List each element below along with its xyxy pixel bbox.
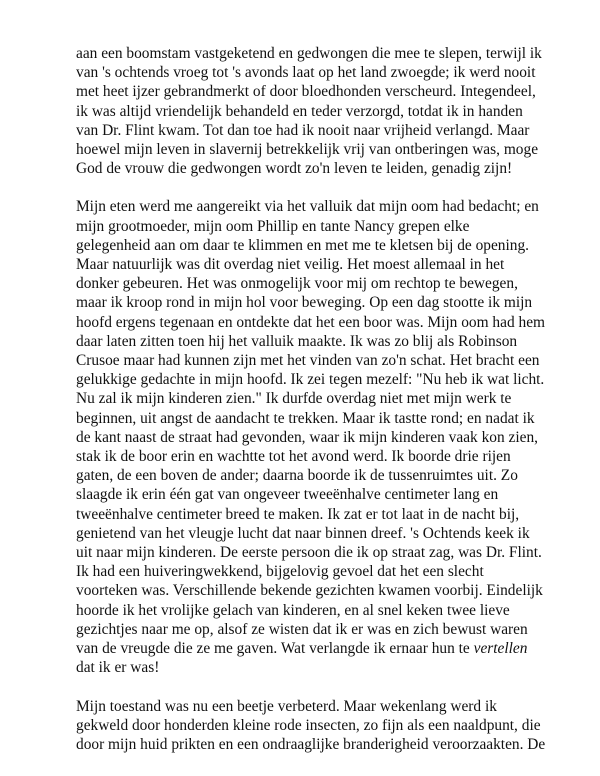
text-line: gaten, de een boven de ander; daarna boorde ik de tussenruimtes uit. Zo	[76, 467, 518, 485]
paragraph-1	[76, 44, 546, 178]
text-line: stak ik de boor erin en wachtte tot het avond werd. Ik boorde drie rijen	[76, 448, 511, 466]
text-line: Crusoe maar had kunnen zijn met het vinden van zo'n schat. Het bracht een	[76, 352, 540, 370]
text-line: God de vrouw die gedwongen wordt zo'n leven te leiden, genadig zijn!	[76, 160, 513, 178]
text-line: slaagde ik erin één gat van ongeveer tweeënhalve centimeter lang en	[76, 486, 499, 504]
text-line: Mijn toestand was nu een beetje verbeterd. Maar wekenlang werd ik	[76, 697, 497, 715]
text-line: Mijn eten werd me aangereikt via het valluik dat mijn oom had bedacht; en	[76, 198, 539, 216]
text-line: hoofd ergens tegenaan en ontdekte dat het een boor was. Mijn oom had hem	[76, 313, 545, 331]
text-line: gelegenheid aan om daar te klimmen en met me te kletsen bij de opening.	[76, 236, 530, 254]
text-line: Ik had een huiveringwekkend, bijgelovig gevoel dat het een slecht	[76, 563, 484, 581]
text-line: mijn grootmoeder, mijn oom Phillip en tante Nancy grepen elke	[76, 217, 470, 235]
paragraph-3	[76, 697, 546, 755]
text-line: de kant naast de straat had gevonden, waar ik mijn kinderen vaak kon zien,	[76, 428, 538, 446]
text-line: beginnen, uit angst de aandacht te trekken. Maar ik tastte rond; en nadat ik	[76, 409, 535, 427]
text-line: van Dr. Flint kwam. Tot dan toe had ik nooit naar vrijheid verlangd. Maar	[76, 121, 530, 139]
text-line: door mijn huid prikten en een ondraaglijke branderigheid veroorzaakten. De	[76, 735, 546, 753]
text-line-with-emphasis	[76, 639, 546, 658]
text-line: hoorde ik het vrolijke gelach van kinderen, en al snel keken twee lieve	[76, 601, 510, 619]
text-line: hoewel mijn leven in slavernij betrekkelijk vrij van ontberingen was, moge	[76, 141, 539, 159]
text-line: uit naar mijn kinderen. De eerste persoon die ik op straat zag, was Dr. Flint.	[76, 544, 542, 562]
text-line: van 's ochtends vroeg tot 's avonds laat op het land zwoegde; ik werd nooit	[76, 64, 536, 82]
text-line: daar laten zitten toen hij het valluik maakte. Ik was zo blij als Robinson	[76, 332, 518, 350]
text-line: ik was altijd vriendelijk behandeld en teder verzorgd, totdat ik in handen	[76, 102, 523, 120]
body-text	[76, 44, 546, 773]
text-line: aan een boomstam vastgeketend en gedwongen die mee te slepen, terwijl ik	[76, 45, 542, 62]
text-line: maar ik kroop rond in mijn hol voor beweging. Op een dag stootte ik mijn	[76, 294, 533, 312]
text-line: Maar natuurlijk was dit overdag niet veilig. Het moest allemaal in het	[76, 256, 505, 274]
text-line: tweeënhalve centimeter breed te maken. Ik zat er tot laat in de nacht bij,	[76, 505, 520, 523]
text-line: genietend van het vleugje lucht dat naar binnen dreef. 's Ochtends keek ik	[76, 524, 530, 542]
text-line: dat ik er was!	[76, 659, 160, 677]
text-line: gelukkige gedachte in mijn hoofd. Ik zei tegen mezelf: "Nu heb ik wat licht.	[76, 371, 545, 389]
text-line: gekweld door honderden kleine rode insecten, zo fijn als een naaldpunt, die	[76, 716, 541, 734]
text-line: gezichtjes naar me op, alsof ze wisten dat ik er was en zich bewust waren	[76, 620, 528, 638]
text-line: Nu zal ik mijn kinderen zien." Ik durfde overdag niet met mijn werk te	[76, 390, 512, 408]
text-line: voorteken was. Verschillende bekende gezichten kwamen voorbij. Eindelijk	[76, 582, 543, 600]
text-line: met heet ijzer gebrandmerkt of door bloedhonden verscheurd. Integendeel,	[76, 83, 536, 101]
text-line: donker gebeuren. Het was onmogelijk voor mij om rechtop te bewegen,	[76, 275, 518, 293]
paragraph-2	[76, 197, 546, 677]
emphasized-word: vertellen	[473, 640, 528, 658]
text-segment: van de vreugde die ze me gaven. Wat verlangde ik ernaar hun te	[76, 640, 474, 658]
